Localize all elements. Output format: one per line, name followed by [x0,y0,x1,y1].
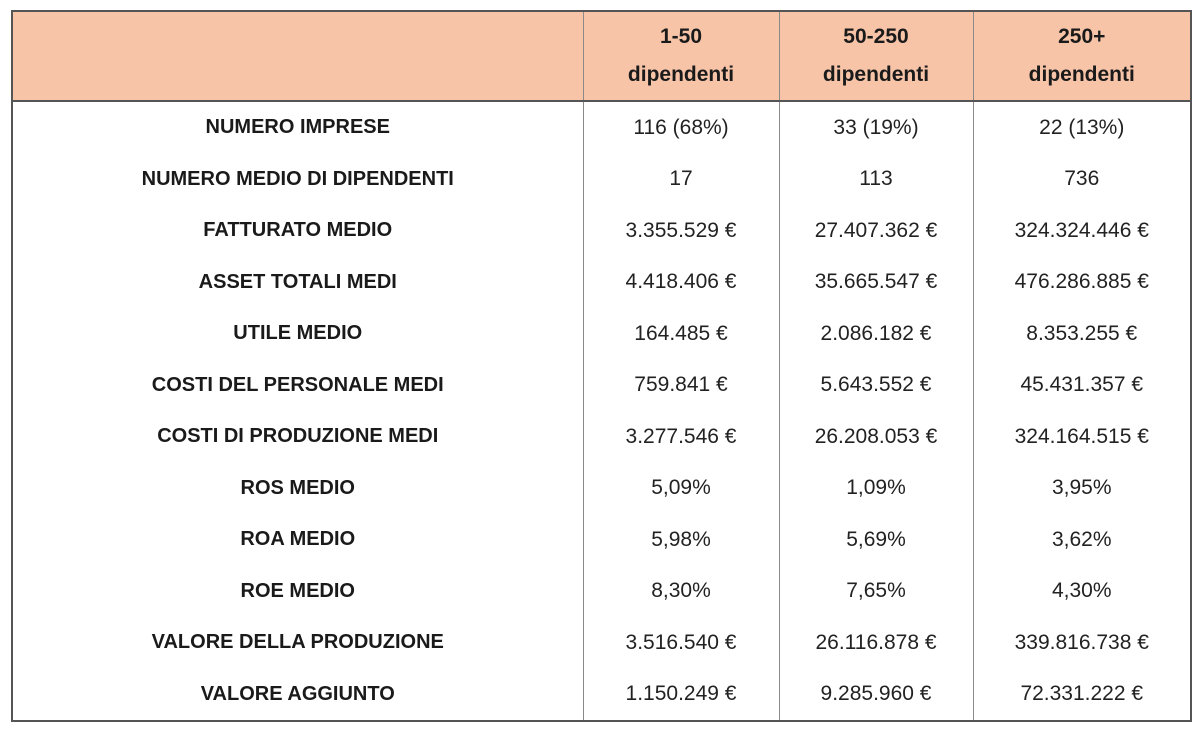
table-body [12,101,1191,721]
cell-value-large: 736 [1064,167,1100,191]
table-row [12,154,1191,206]
row-label: FATTURATO MEDIO [12,205,583,257]
table-row [12,308,1191,360]
cell-value-medium: 33 (19%) [779,101,973,154]
cell-value-small: 3.355.529 € [583,205,779,257]
cell-value-medium: 2.086.182 € [779,308,973,360]
cell-value-small: 1.150.249 € [583,669,779,722]
row-label: ASSET TOTALI MEDI [12,257,583,309]
cell-value-medium: 5,69% [779,514,973,566]
cell-value-large: 22 (13%) [1039,115,1125,139]
cell-value-medium: 26.116.878 € [779,617,973,669]
table-row [12,360,1191,412]
cell-value-large: 324.324.446 € [1014,218,1149,242]
header-column-range: 1-50 [659,25,703,48]
cell-value-small: 4.418.406 € [583,257,779,309]
header-column-range: 250+ [1058,25,1106,48]
row-label: COSTI DEL PERSONALE MEDI [12,360,583,412]
cell-value-large: 4,30% [1051,579,1112,603]
cell-value-large: 3,62% [1051,527,1112,551]
header-label-cell [12,11,583,101]
table-row [12,101,1191,154]
cell-value-large: 339.816.738 € [1014,630,1149,654]
row-label: ROS MEDIO [12,463,583,515]
cell-value-medium: 27.407.362 € [779,205,973,257]
cell-value-large: 45.431.357 € [1020,373,1144,397]
table-header [12,11,1191,101]
cell-value-medium: 35.665.547 € [779,257,973,309]
cell-value-large: 72.331.222 € [1020,682,1144,706]
cell-value-small: 3.277.546 € [583,411,779,463]
table-row [12,617,1191,669]
table-row [12,669,1191,722]
row-label: UTILE MEDIO [12,308,583,360]
cell-value-medium: 5.643.552 € [779,360,973,412]
table-row [12,463,1191,515]
cell-value-large: 3,95% [1051,476,1112,500]
header-column-range: 50-250 [843,25,909,48]
row-label: ROA MEDIO [12,514,583,566]
row-label: VALORE AGGIUNTO [12,669,583,722]
cell-value-large: 8.353.255 € [1026,321,1138,345]
cell-value-small: 17 [583,154,779,206]
cell-value-small: 8,30% [583,566,779,618]
row-label: VALORE DELLA PRODUZIONE [12,617,583,669]
cell-value-medium: 113 [779,154,973,206]
header-row [12,11,1191,101]
header-column-unit: dipendenti [1028,63,1135,86]
cell-value-medium: 9.285.960 € [779,669,973,722]
cell-value-medium: 1,09% [779,463,973,515]
header-column-unit: dipendenti [627,63,735,86]
cell-value-large: 476.286.885 € [1014,270,1149,294]
header-column-medium [779,11,973,101]
cell-value-medium: 7,65% [779,566,973,618]
cell-value-small: 5,09% [583,463,779,515]
row-label: COSTI DI PRODUZIONE MEDI [12,411,583,463]
cell-value-small: 164.485 € [583,308,779,360]
header-column-unit: dipendenti [822,63,930,86]
cell-value-medium: 26.208.053 € [779,411,973,463]
cell-value-small: 759.841 € [583,360,779,412]
table-row [12,411,1191,463]
row-label: NUMERO IMPRESE [12,101,583,154]
row-label: NUMERO MEDIO DI DIPENDENTI [12,154,583,206]
table-row [12,205,1191,257]
cell-value-small: 5,98% [583,514,779,566]
table-row [12,514,1191,566]
header-column-small [583,11,779,101]
row-label: ROE MEDIO [12,566,583,618]
cell-value-small: 3.516.540 € [583,617,779,669]
cell-value-small: 116 (68%) [583,101,779,154]
cell-value-large: 324.164.515 € [1014,424,1149,448]
table-row [12,566,1191,618]
company-size-table [11,10,1192,722]
header-column-large [973,11,1191,101]
table-row [12,257,1191,309]
